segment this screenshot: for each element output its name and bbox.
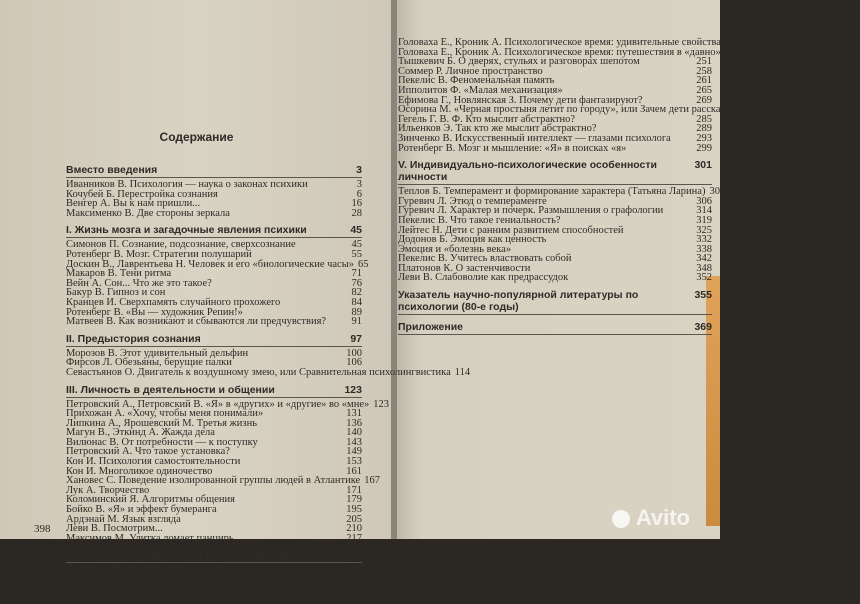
toc-entry-title: Матвеев В. Как возникают и сбываются ли предчувствия? — [66, 316, 327, 328]
toc-entry-page: 179 — [346, 494, 362, 506]
toc-entry-page: 338 — [696, 243, 712, 255]
toc-entry — [398, 273, 712, 283]
toc-entry-page: 235 — [358, 583, 374, 595]
toc-entry-title: Головаха Е., Кроник А. Психологическое время: удивительные свойства сжиматься и прерываться — [398, 37, 838, 48]
toc-entry-title: Журавлев А. Какого цвета звук А? — [66, 574, 220, 585]
toc-entry-page: 293 — [696, 132, 712, 144]
toc-section-heading — [66, 384, 362, 398]
toc-entry-page: 217 — [346, 532, 362, 544]
toc-entry-page: 45 — [351, 239, 362, 251]
toc-entry-title: Зинченко В. Искусственный интеллект — глазами психолога — [398, 132, 671, 144]
toc-entry-title: Кузнецов О., Лебедев В. Одиночество — [66, 593, 236, 604]
toc-section-heading — [398, 159, 712, 185]
section-title: III. Личность в деятельности и общении — [66, 383, 275, 396]
toc-entry-page: 222 — [346, 564, 362, 576]
section-page: 301 — [694, 159, 712, 172]
toc-entry-title: Пекелис В. Учитесь властвовать собой — [398, 253, 572, 265]
section-title: Указатель научно-популярной литературы по психологии (80-е годы) — [398, 289, 639, 314]
toc-entry-title: Лейтес Н. Дети с ранним развитием способностей — [398, 224, 624, 236]
toc-section-heading — [66, 333, 362, 347]
section-page: 355 — [694, 289, 712, 302]
toc-entry — [66, 594, 362, 604]
toc-entry-title: Кон И. Многоликое одиночество — [66, 465, 213, 477]
toc-entry-title: Гуревич Л. Этюд о темпераменте — [398, 195, 547, 207]
toc-entry-page: 289 — [696, 123, 712, 135]
toc-entry-page: 28 — [351, 207, 362, 219]
toc-entry — [66, 534, 362, 544]
page-number: 398 — [34, 523, 51, 535]
toc-entry-page: 205 — [346, 513, 362, 525]
toc-entry-page: 195 — [346, 504, 362, 516]
toc-entry-title: Петровский А., Петровский В. «Я» в «других» и «другие» во «мне» — [66, 398, 370, 410]
section-page: 45 — [350, 224, 362, 237]
toc-entry-page: 265 — [696, 84, 712, 96]
toc-entry-page: 161 — [346, 465, 362, 477]
toc-entry-title: Вейн А. Сон... Что же это такое? — [66, 277, 212, 289]
toc-entry-title: Фирсов Л. Обезьяны, берущие палки — [66, 357, 232, 369]
toc-section-heading — [66, 549, 362, 563]
toc-entry-title: Иванников В. Психология — наука о законах психики — [66, 179, 308, 190]
toc-entry-page: 235 — [346, 593, 362, 604]
toc-entry-page: 210 — [346, 523, 362, 535]
toc-entry-title: Самое загадочное чувство (По материалам иностранной печати) — [66, 583, 355, 595]
toc-entry-title: Осорина М. «Черная простыня летит по городу», или Зачем дети рассказывают страшные истории — [398, 104, 840, 116]
book-spine — [391, 0, 397, 539]
toc-entry-title: Бойко В. «Я» и эффект бумеранга — [66, 504, 217, 516]
toc-section-heading — [66, 164, 362, 178]
toc-entry-title: Ротенберг В. «Вы — художник Репин!» — [66, 306, 243, 318]
toc-entry-title: Макаров В. Тени ритма — [66, 268, 172, 280]
section-title: Вместо введения — [66, 164, 158, 176]
toc-entry-title: Головаха Е., Кроник А. Психологическое время: путешествия в «давно» и «не скоро» — [398, 46, 781, 58]
toc-entry-page: 131 — [346, 408, 362, 420]
section-page: 123 — [344, 383, 362, 396]
toc-entry-page: 342 — [696, 253, 712, 265]
toc-entry — [66, 366, 471, 378]
toc-entry-page: 229 — [346, 574, 362, 585]
toc-entry-title: Пекелис В. Феноменальная память — [398, 75, 555, 87]
toc-entry-page: 239 — [841, 37, 858, 48]
toc-entry-page: 114 — [454, 366, 471, 378]
toc-entry-page: 171 — [346, 484, 362, 496]
toc-entry-page: 3 — [356, 179, 362, 190]
section-page: 369 — [694, 321, 712, 334]
toc-entry-page: 123 — [373, 398, 389, 410]
toc-entry-title: Ильенков Э. Так кто же мыслит абстрактно? — [398, 123, 597, 135]
toc-entry-title: Кочубей Б. Перестройка сознания — [66, 188, 218, 200]
toc-entry-title: Морозов В. Этот удивительный дельфин — [66, 347, 249, 359]
toc-entry-title: Леви В. Посмотрим... — [66, 523, 163, 535]
toc-entry-page: 319 — [696, 214, 712, 226]
toc-entry — [66, 209, 362, 219]
watermark-text: Avito — [635, 505, 690, 530]
toc-entry-title: Кон И. Психология самостоятельности — [66, 456, 241, 468]
avito-logo-icon — [612, 510, 630, 528]
toc-entry-page: 6 — [356, 188, 362, 200]
toc-entry-page: 167 — [364, 475, 380, 487]
toc-entry-title: Ротенберг В. Мозг. Стратегии полушарий — [66, 248, 252, 260]
toc-entry-page: 149 — [346, 446, 362, 458]
toc-entry-title: Ардэнай М. Язык взгляда — [66, 513, 181, 525]
toc-entry-title: Ипполитов Ф. «Малая механизация» — [398, 84, 563, 96]
toc-section-heading — [398, 289, 712, 315]
section-title: V. Индивидуально-психологические особенности личности — [398, 159, 657, 184]
toc-entry-title: Ефимова Г., Новлянская З. Почему дети фантазируют? — [398, 94, 643, 106]
toc-entry-title: Доскин В., Лаврентьева Н. Человек и его «биологические часы» — [66, 258, 355, 270]
toc-entry-page: 275 — [843, 104, 860, 116]
toc-entry-title: Максимов М. Улитка ломает панцирь — [66, 532, 234, 544]
toc-entry-page: 251 — [696, 56, 712, 68]
toc-entry-page: 140 — [346, 427, 362, 439]
toc-entry-page: 261 — [696, 75, 712, 87]
toc-entry-page: 269 — [696, 94, 712, 106]
toc-entry-title: Прихожан А. «Хочу, чтобы меня понимали» — [66, 408, 264, 420]
toc-entry-page: 136 — [346, 417, 362, 429]
toc-entry-title: Лук А. Творчество — [66, 484, 150, 496]
toc-entry-title: Тышкевич Б. О дверях, стульях и разговорах шепотом — [398, 56, 640, 68]
toc-section-heading — [66, 224, 362, 238]
toc-entry-title: Пекелис В. Что такое гениальность? — [398, 214, 561, 226]
toc-entry-title: Эмоция и «болезнь века» — [398, 243, 512, 255]
toc-entry-page: 250 — [784, 46, 800, 58]
toc-entry-title: Ротенберг В. Мозг и мышление: «Я» в поисках «я» — [398, 142, 627, 154]
toc-section-heading — [398, 321, 712, 335]
toc-entry-title: Липкина А., Ярошевский М. Третья жизнь — [66, 417, 257, 429]
toc-entry-page: 258 — [696, 65, 712, 77]
toc-entry-page: 314 — [696, 205, 712, 217]
toc-entry-title: Платонов К. О застенчивости — [398, 262, 531, 274]
toc-entry-page: 348 — [696, 262, 712, 274]
toc-entry-page: 91 — [351, 316, 362, 328]
toc-entry-page: 55 — [351, 248, 362, 260]
section-title: II. Предыстория сознания — [66, 332, 201, 345]
toc-entry-title: Вилюнас В. От потребности — к поступку — [66, 436, 258, 448]
toc-entry-page: 100 — [346, 347, 362, 359]
toc-entry-page: 84 — [351, 296, 362, 308]
toc-entry-title: Симонов П. Сознание, подсознание, сверхсознание — [66, 239, 296, 251]
toc-entry — [66, 317, 362, 327]
toc-entry-page: 153 — [346, 456, 362, 468]
toc-entry-title: Севастьянов О. Двигатель к воздушному змею, или Сравнительная психолингвистика — [66, 366, 451, 378]
toc-entry-page: 301 — [709, 186, 726, 198]
section-page: 222 — [344, 549, 362, 562]
toc-entry-title: Коломинский Я. Алгоритмы общения — [66, 494, 235, 506]
toc-entry-title: Кранцев И. Сверхпамять случайного прохожего — [66, 296, 281, 308]
toc-entry-title: Венгер А. Вы к нам пришли... — [66, 198, 201, 210]
toc-entry-page: 285 — [696, 113, 712, 125]
toc-entry-page: 16 — [351, 198, 362, 210]
toc-entry-title: Хановес С. Поведение изолированной группы людей в Атлантике — [66, 475, 361, 487]
toc-entry-page: 352 — [696, 272, 712, 284]
right-toc — [398, 37, 860, 337]
section-page: 97 — [350, 332, 362, 345]
toc-entry-title: Петровский А. Что такое установка? — [66, 446, 230, 458]
toc-entry-title: Бакур В. Гипноз и сон — [66, 287, 166, 299]
toc-entry-title: Магун В., Эткинд А. Жажда дела — [66, 427, 215, 439]
section-title: Приложение — [398, 321, 464, 334]
toc-entry-title: Гегель Г. В. Ф. Кто мыслит абстрактно? — [398, 113, 576, 125]
toc-entry-page: 332 — [696, 234, 712, 246]
toc-entry-title: Соммер Р. Личное пространство — [398, 65, 543, 77]
toc-entry-page: 82 — [351, 287, 362, 299]
toc-entry-title: Гуревич Л. Характер и почерк. Размышления о графологии — [398, 205, 664, 217]
toc-entry-title: Леви В. Слабоволие как предрассудок — [398, 272, 569, 284]
toc-entry-title: Теплов Б. Темперамент и формирование характера (Татьяна Ларина) — [398, 186, 706, 198]
toc-entry-page: 71 — [351, 268, 362, 280]
toc-entry — [398, 144, 712, 154]
toc-entry-title: Максименко В. Две стороны зеркала — [66, 207, 230, 219]
toc-entry-page: 76 — [351, 277, 362, 289]
toc-entry-page: 89 — [351, 306, 362, 318]
toc-entry-page: 65 — [358, 258, 369, 270]
section-title: I. Жизнь мозга и загадочные явления психики — [66, 224, 307, 237]
toc-entry-page: 143 — [346, 436, 362, 448]
section-page: 3 — [356, 164, 362, 176]
toc-entry-page: 306 — [696, 195, 712, 207]
avito-watermark — [612, 505, 690, 531]
toc-entry-page: 106 — [346, 357, 362, 369]
toc-entry-page: 325 — [696, 224, 712, 236]
toc-entry-title: Федотова Н. На цвет товарищи есть — [66, 564, 227, 576]
section-title: IV. Психические процессы в познании мира — [66, 549, 294, 562]
toc-entry-page: 299 — [696, 142, 712, 154]
toc-entry-title: Додонов Б. Эмоция как ценность — [398, 234, 547, 246]
contents-title: Содержание — [159, 130, 234, 144]
